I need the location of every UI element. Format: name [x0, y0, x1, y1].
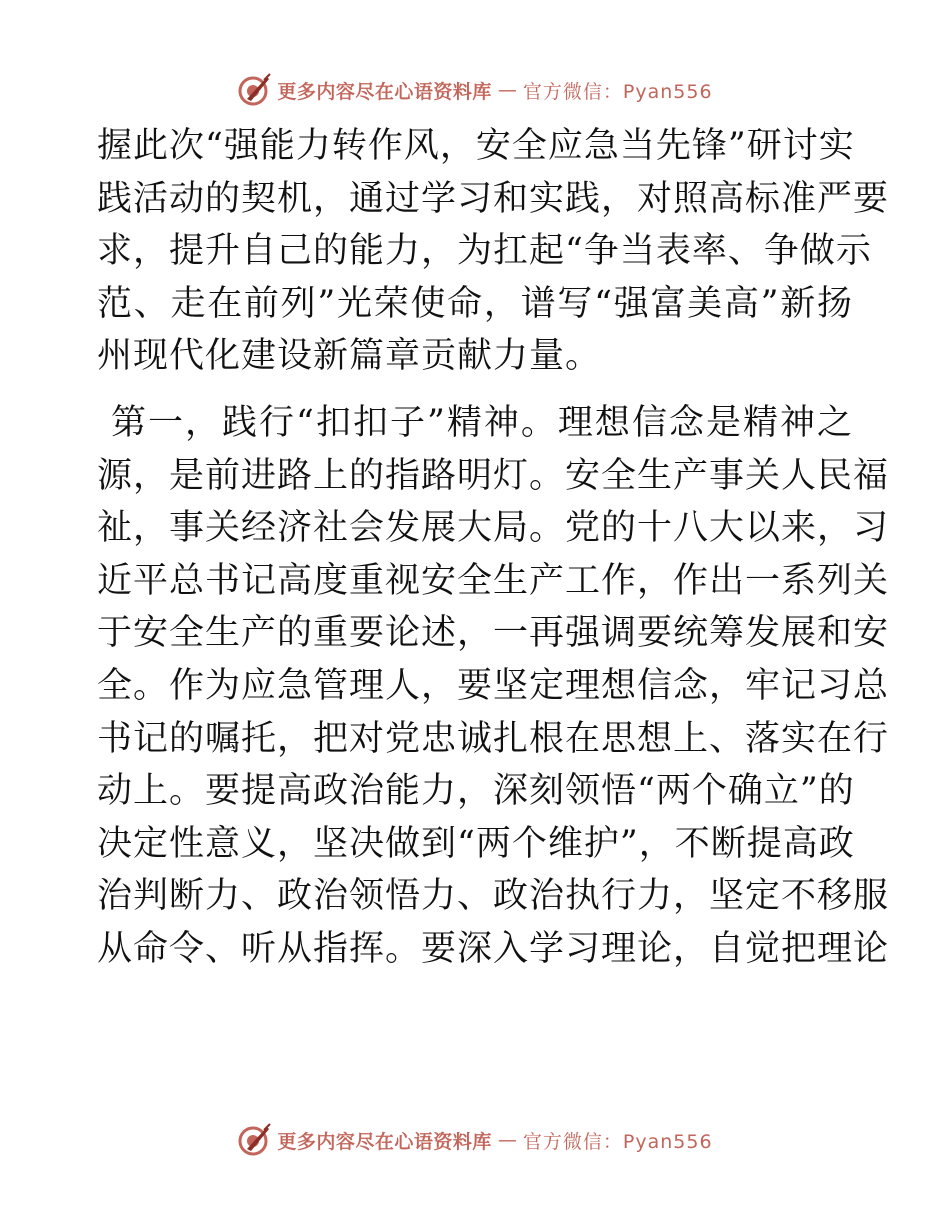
text-line: 动上。要提高政治能力，深刻领悟“两个确立”的: [97, 771, 855, 812]
text-line: 治判断力、政治领悟力、政治执行力，坚定不移服: [97, 876, 890, 917]
quill-logo-icon: [237, 73, 271, 107]
paragraph-2: [97, 397, 890, 976]
text-line: 第一，践行“扣扣子”精神。理想信念是精神之: [111, 402, 853, 443]
text-line: 范、走在前列”光荣使命，谱写“强富美高”新扬: [97, 283, 853, 324]
header-watermark-content: [237, 73, 712, 107]
text-line: 近平总书记高度重视安全生产工作，作出一系列关: [97, 560, 890, 601]
text-line: 求，提升自己的能力，为扛起“争当表率、争做示: [97, 231, 872, 272]
paragraph-1: [97, 120, 890, 383]
text-line: 从命令、听从指挥。要深入学习理论，自觉把理论: [97, 928, 890, 969]
footer-site-name: 更多内容尽在心语资料库: [277, 1130, 492, 1153]
footer-wechat-id: 官方微信：Pyan556: [522, 1130, 713, 1153]
footer-watermark: [0, 1120, 950, 1160]
text-line: 书记的嘱托，把对党忠诚扎根在思想上、落实在行: [97, 718, 890, 759]
header-watermark: [0, 70, 950, 110]
document-body: [97, 120, 890, 976]
quill-logo-icon: [237, 1123, 271, 1157]
text-line: 祉，事关经济社会发展大局。党的十八大以来，习: [97, 508, 890, 549]
paragraph-gap: [97, 383, 853, 397]
text-line: 践活动的契机，通过学习和实践，对照高标准严要: [97, 178, 890, 219]
header-separator: —: [497, 79, 517, 101]
header-site-name: 更多内容尽在心语资料库: [277, 80, 492, 103]
text-line: 于安全生产的重要论述，一再强调要统筹发展和安: [97, 613, 890, 654]
text-line: 决定性意义，坚决做到“两个维护”，不断提高政: [97, 823, 855, 864]
header-wechat-id: 官方微信：Pyan556: [522, 80, 713, 103]
text-line: 全。作为应急管理人，要坚定理想信念，牢记习总: [97, 665, 890, 706]
text-line: 握此次“强能力转作风，安全应急当先锋”研讨实: [97, 126, 855, 166]
footer-separator: —: [497, 1129, 517, 1151]
footer-watermark-content: [237, 1123, 712, 1157]
text-line: 源，是前进路上的指路明灯。安全生产事关人民福: [97, 455, 890, 496]
text-line: 州现代化建设新篇章贡献力量。: [97, 336, 602, 377]
